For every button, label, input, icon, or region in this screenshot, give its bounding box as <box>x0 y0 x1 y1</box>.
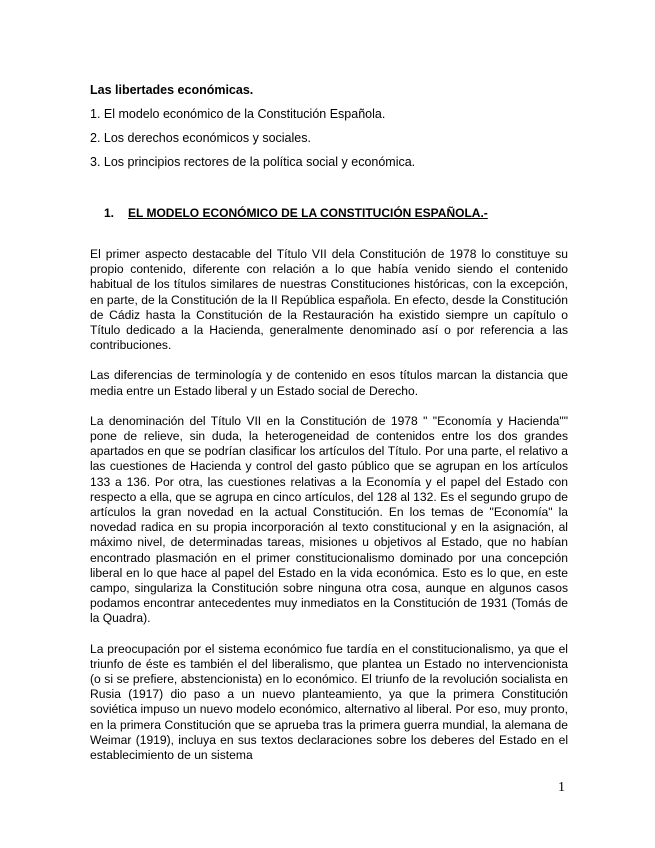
toc-item-3: 3. Los principios rectores de la política social y económica. <box>90 155 416 169</box>
page-number: 1 <box>558 780 565 795</box>
toc-item-1: 1. El modelo económico de la Constitución Española. <box>90 107 386 121</box>
table-of-contents <box>90 104 568 172</box>
paragraph-4: La preocupación por el sistema económico fue tardía en el constitucionalismo, ya que el triunfo de éste es también el del liberalismo, que plantea un Estado no intervencionista (o si se prefiere, abstencionista) en lo económico. El triunfo de la revolución socialista en Rusia (1917) dio paso a un nuevo planteamiento, ya que la primera Constitución soviética impuso un nuevo modelo económico, alternativo al liberal. Por eso, muy pronto, en la primera Constitución que se aprueba tras la primera guerra mundial, la alemana de Weimar (1919), incluya en sus textos declaraciones sobre los deberes del Estado en el establecimiento de un sistema <box>90 641 568 763</box>
section-number: 1. <box>104 206 115 220</box>
section-heading <box>90 205 568 221</box>
paragraph-1: El primer aspecto destacable del Título VII dela Constitución de 1978 lo constituye su propio contenido, diferente con relación a lo que había venido siendo el contenido habitual de los títulos similares de nuestras Constituciones históricas, con la excepción, en parte, de la Constitución de la II República española. En efecto, desde la Constitución de Cádiz hasta la Constitución de la Restauración ha existido siempre un capítulo o Título dedicado a la Hacienda, generalmente denominado así o por referencia a las contribuciones. <box>90 247 568 353</box>
section-title: EL MODELO ECONÓMICO DE LA CONSTITUCIÓN ESPAÑOLA.- <box>128 206 488 220</box>
toc-item-2: 2. Los derechos económicos y sociales. <box>90 131 311 145</box>
paragraph-3: La denominación del Título VII en la Constitución de 1978 " "Economía y Hacienda"" pone de relieve, sin duda, la heterogeneidad de contenidos entre los dos grandes apartados en que se podrían clasificar los artículos del Título. Por una parte, el relativo a las cuestiones de Hacienda y control del gasto público que se agrupan en los artículos 133 a 136. Por otra, las cuestiones relativas a la Economía y el papel del Estado con respecto a ella, que se agrupa en cinco artículos, del 128 al 132. Es el segundo grupo de artículos la gran novedad en la actual Constitución. En los temas de "Economía" la novedad radica en su propia incorporación al texto constitucional y en la asignación, al máximo nivel, de determinadas tareas, misiones u objetivos al Estado, que no habían encontrado plasmación en el primer constitucionalismo dominado por una concepción liberal en lo que hace al papel del Estado en la vida económica. Esto es lo que, en este campo, singulariza la Constitución sobre ninguna otra cosa, aunque en algunos casos podamos encontrar antecedentes muy inmediatos en la Constitución de 1931 (Tomás de la Quadra). <box>90 413 568 626</box>
document-page <box>90 80 568 778</box>
paragraph-2: Las diferencias de terminología y de contenido en esos títulos marcan la distancia que media entre un Estado liberal y un Estado social de Derecho. <box>90 368 568 398</box>
document-heading: Las libertades económicas. <box>90 83 254 97</box>
